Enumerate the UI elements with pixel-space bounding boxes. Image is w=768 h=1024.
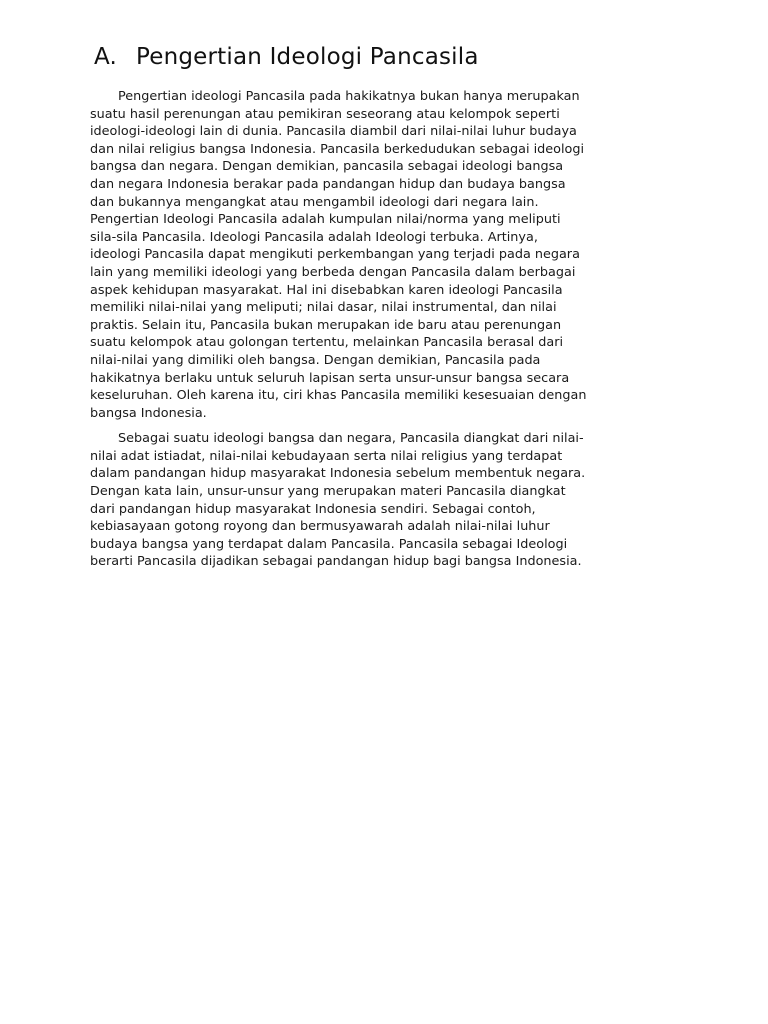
text-line: kebiasayaan gotong royong dan bermusyawarah adalah nilai-nilai luhur [90, 519, 550, 535]
text-line: Sebagai suatu ideologi bangsa dan negara, Pancasila diangkat dari nilai- [118, 431, 584, 447]
section-title: Pengertian Ideologi Pancasila [136, 44, 479, 70]
text-line: nilai-nilai yang dimiliki oleh bangsa. Dengan demikian, Pancasila pada [90, 352, 541, 368]
text-line: sila-sila Pancasila. Ideologi Pancasila adalah Ideologi terbuka. Artinya, [90, 229, 538, 245]
text-line: Dengan kata lain, unsur-unsur yang merupakan materi Pancasila diangkat [90, 484, 566, 500]
text-line: suatu kelompok atau golongan tertentu, melainkan Pancasila berasal dari [90, 335, 564, 351]
text-line: ideologi Pancasila dapat mengikuti perkembangan yang terjadi pada negara [90, 247, 580, 263]
text-line: bangsa dan negara. Dengan demikian, pancasila sebagai ideologi bangsa [90, 159, 564, 175]
paragraph-1 [90, 88, 690, 422]
text-line: nilai adat istiadat, nilai-nilai kebudayaan serta nilai religius yang terdapat [90, 448, 563, 464]
text-line: Pengertian ideologi Pancasila pada hakikatnya bukan hanya merupakan [118, 89, 580, 104]
text-line: budaya bangsa yang terdapat dalam Pancasila. Pancasila sebagai Ideologi [90, 536, 568, 552]
text-line: dan nilai religius bangsa Indonesia. Pancasila berkedudukan sebagai ideologi [90, 141, 585, 157]
paragraph-2 [90, 430, 690, 571]
text-line: dalam pandangan hidup masyarakat Indonesia sebelum membentuk negara. [90, 466, 586, 482]
section-number: A. [94, 44, 118, 70]
text-line: dan bukannya mengangkat atau mengambil ideologi dari negara lain. [90, 194, 539, 210]
text-line: ideologi-ideologi lain di dunia. Pancasila diambil dari nilai-nilai luhur budaya [90, 124, 577, 140]
text-line: memiliki nilai-nilai yang meliputi; nilai dasar, nilai instrumental, dan nilai [90, 300, 557, 316]
text-line: lain yang memiliki ideologi yang berbeda dengan Pancasila dalam berbagai [90, 264, 576, 280]
text-line: praktis. Selain itu, Pancasila bukan merupakan ide baru atau perenungan [90, 317, 562, 333]
text-line: hakikatnya berlaku untuk seluruh lapisan serta unsur-unsur bangsa secara [90, 370, 570, 386]
text-line: berarti Pancasila dijadikan sebagai pandangan hidup bagi bangsa Indonesia. [90, 554, 582, 570]
text-line: Pengertian Ideologi Pancasila adalah kumpulan nilai/norma yang meliputi [90, 212, 561, 228]
text-line: suatu hasil perenungan atau pemikiran seseorang atau kelompok seperti [90, 106, 560, 122]
document-body [90, 88, 690, 579]
text-line: dari pandangan hidup masyarakat Indonesia sendiri. Sebagai contoh, [90, 501, 536, 517]
text-line: aspek kehidupan masyarakat. Hal ini disebabkan karen ideologi Pancasila [90, 282, 563, 298]
text-line: dan negara Indonesia berakar pada pandangan hidup dan budaya bangsa [90, 176, 566, 192]
text-line: keseluruhan. Oleh karena itu, ciri khas Pancasila memiliki kesesuaian dengan [90, 388, 587, 404]
text-line: bangsa Indonesia. [90, 405, 207, 421]
section-heading [94, 44, 479, 70]
